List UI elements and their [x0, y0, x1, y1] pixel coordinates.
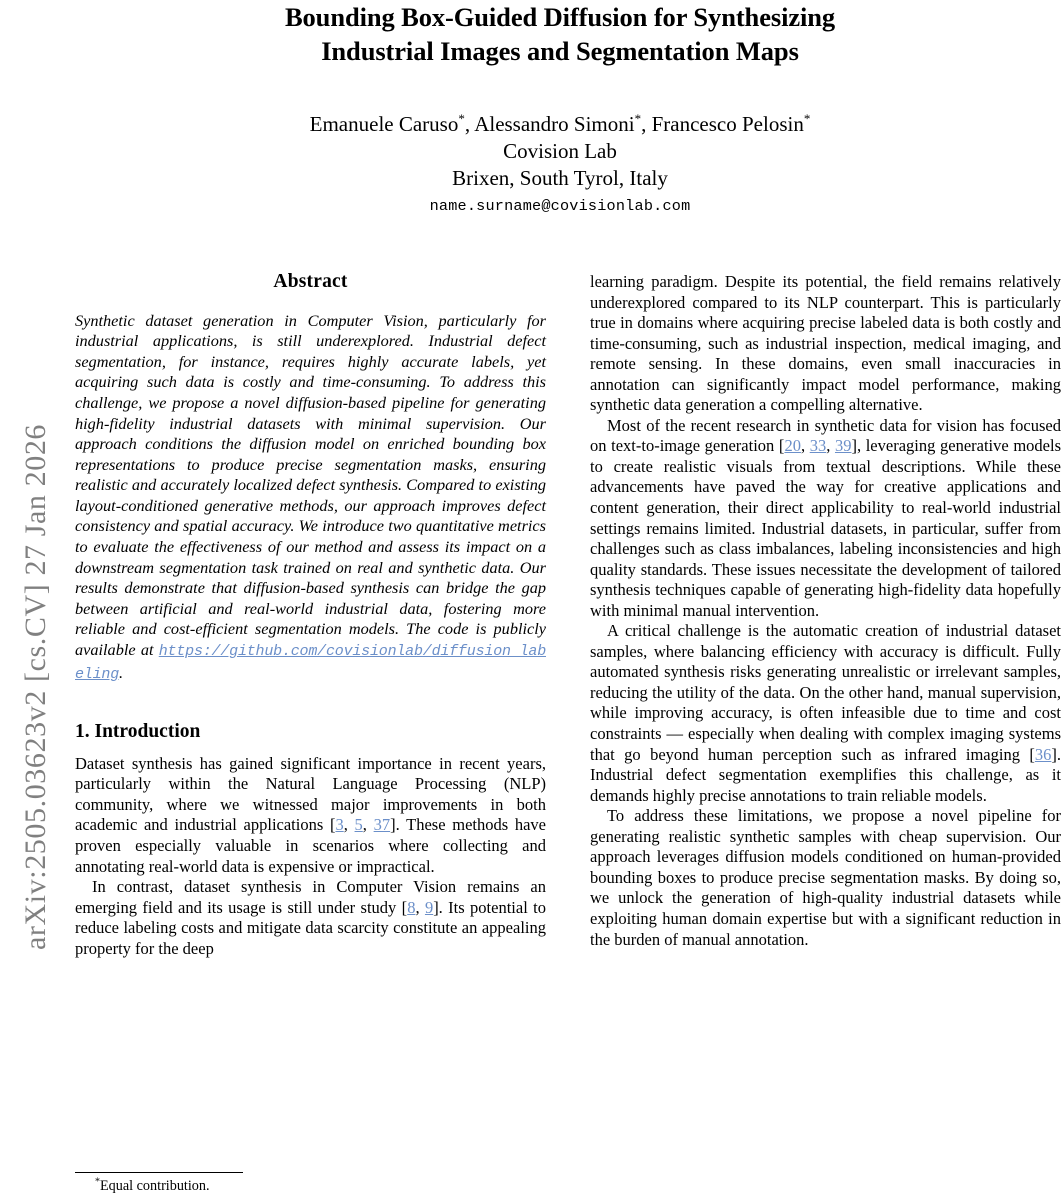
intro-paragraph-6: To address these limitations, we propose a novel pipeline for generating realistic synthetic samples with cheap supervision. Our approach leverages diffusion models conditioned on human-provided bounding boxes to produce precise segmentation masks. By doing so, we unlock the generation of high-quality industrial datasets while exploiting human domain expertise but with a significant reduction in the burden of manual annotation.: [590, 806, 1061, 949]
citation-36[interactable]: 36: [1034, 744, 1052, 764]
footnote-divider: [75, 1172, 243, 1173]
citation-3[interactable]: 3: [335, 815, 344, 835]
column-left: [75, 272, 546, 959]
intro-p5-text-a: A critical challenge is the automatic creation of industrial dataset samples, where balancing efficiency with accuracy is difficult. Fully automated synthesis risks generating unrealistic or irrelevant samples, reducing the utility of the data. On the other hand, manual supervision, while improving accuracy, is often infeasible due to time and cost constraints — especially when dealing with complex imaging systems that go beyond human perception such as infrared imaging [: [590, 621, 1061, 764]
intro-p2-text-b: ]. Its potential to reduce labeling costs and mitigate data scarcity constitute an appealing property for the deep: [75, 897, 546, 958]
footnote-text: Equal contribution.: [100, 1178, 210, 1194]
intro-paragraph-1: [75, 754, 546, 877]
citation-20[interactable]: 20: [784, 436, 801, 456]
abstract-text-tail: .: [119, 662, 124, 682]
abstract-heading: Abstract: [273, 271, 348, 292]
footnote-marker: *: [95, 1176, 100, 1188]
citation-33[interactable]: 33: [809, 436, 827, 456]
cite-sep: ,: [800, 436, 810, 456]
author-names: Emanuele Caruso*, Alessandro Simoni*, Francesco Pelosin*: [309, 111, 811, 136]
equal-contribution-marker-2: *: [634, 111, 642, 126]
cite-sep: ,: [362, 815, 374, 835]
affiliation: Covision Lab: [503, 139, 617, 163]
title-line-1: Bounding Box-Guided Diffusion for Synthesizing: [284, 2, 836, 32]
abstract-text-main: Synthetic dataset generation in Computer Vision, particularly for industrial applications, is still underexplored. Industrial defect segmentation, for instance, requires highly accurate labels, yet acquiring such data is costly and time-consuming. To address this challenge, we propose a novel diffusion-based pipeline for generating high-fidelity industrial datasets with minimal supervision. Our approach conditions the diffusion model on enriched bounding box representations to produce precise segmentation masks, ensuring realistic and accurately localized defect synthesis. Compared to existing layout-conditioned generative methods, our approach improves defect consistency and spatial accuracy. We introduce two quantitative metrics to evaluate the effectiveness of our method and assess its impact on a downstream segmentation task trained on real and synthetic data. Our results demonstrate that diffusion-based synthesis can bridge the gap between artificial and real-world industrial data, fostering more reliable and cost-efficient segmentation models. The code is publicly available at: [75, 310, 546, 660]
intro-p5-text-b: ]. Industrial defect segmentation exemplifies this challenge, as it demands highly precise annotations to train reliable models.: [590, 744, 1061, 805]
affiliation-location: Brixen, South Tyrol, Italy: [452, 166, 668, 190]
cite-sep: ,: [343, 815, 355, 835]
citation-5[interactable]: 5: [354, 815, 363, 835]
intro-paragraph-4: [590, 416, 1061, 621]
citation-9[interactable]: 9: [424, 897, 434, 917]
author-3: Francesco Pelosin: [651, 112, 804, 136]
cite-sep: ,: [826, 436, 835, 456]
author-2: Alessandro Simoni: [474, 112, 635, 136]
intro-paragraph-3: learning paradigm. Despite its potential, the field remains relatively underexplored compared to its NLP counterpart. This is particularly true in domains where acquiring precise labeled data is both costly and time-consuming, such as industrial inspection, medical imaging, and remote sensing. In these domains, even small inaccuracies in annotation can significantly impact model performance, making synthetic data generation a compelling alternative.: [590, 272, 1061, 415]
contact-email: name.surname@covisionlab.com: [429, 197, 691, 215]
page-title: [170, 0, 950, 68]
column-right: [590, 272, 1061, 950]
code-repository-link[interactable]: https://github.com/covisionlab/diffusion_labeling: [75, 643, 546, 683]
intro-paragraph-5: [590, 621, 1061, 806]
equal-contribution-marker-3: *: [803, 111, 811, 126]
footnote-equal-contribution: [95, 1177, 475, 1195]
intro-p2-text-a: In contrast, dataset synthesis in Computer Vision remains an emerging field and its usage is still under study [: [75, 877, 546, 917]
abstract-text: [75, 311, 546, 686]
intro-p4-text-a: Most of the recent research in synthetic data for vision has focused on text-to-image generation [: [590, 415, 1061, 456]
arxiv-stamp: arXiv:2505.03623v2 [cs.CV] 27 Jan 2026: [19, 423, 52, 951]
citation-39[interactable]: 39: [834, 436, 852, 456]
citation-37[interactable]: 37: [373, 815, 391, 835]
equal-contribution-marker-1: *: [458, 111, 465, 126]
author-block: [170, 111, 950, 192]
cite-sep: ,: [415, 897, 425, 917]
intro-p4-text-b: ], leveraging generative models to create realistic visuals from textual descriptions. While these advancements have paved the way for creative applications and content generation, their direct applicability to real-world industrial settings remains limited. Industrial datasets, in particular, suffer from challenges such as class imbalances, labeling inconsistencies and high quality standards. These issues necessitate the development of tailored synthesis techniques capable of generating high-fidelity data hopefully with minimal manual intervention.: [590, 436, 1061, 620]
citation-8[interactable]: 8: [407, 897, 416, 917]
author-1: Emanuele Caruso: [309, 112, 459, 136]
intro-p1-text-a: Dataset synthesis has gained significant importance in recent years, particularly within the Natural Language Processing (NLP) community, where we witnessed major improvements in both academic and industrial applications [: [75, 753, 546, 835]
intro-paragraph-2: [75, 877, 546, 959]
section-heading-introduction: 1. Introduction: [75, 721, 201, 743]
intro-p1-text-b: ]. These methods have proven especially valuable in scenarios where collecting and annotating real-world data is expensive or impractical.: [75, 815, 547, 876]
title-line-2: Industrial Images and Segmentation Maps: [321, 36, 799, 66]
